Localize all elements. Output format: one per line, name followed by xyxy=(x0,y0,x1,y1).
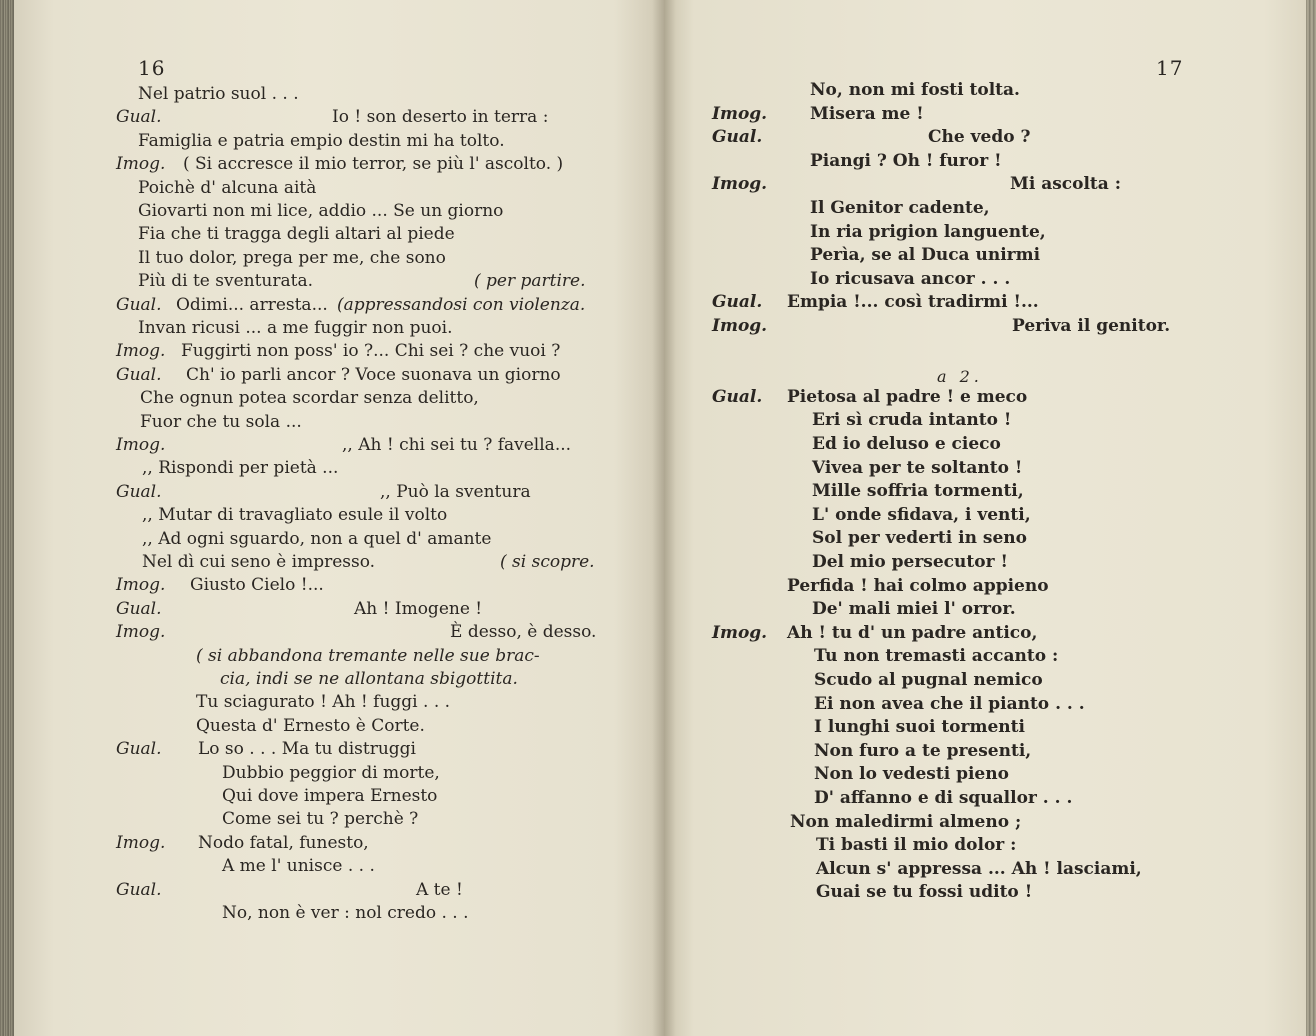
page-number-left: 16 xyxy=(138,56,166,80)
verse-line: Misera me ! xyxy=(810,103,924,124)
verse-line: Il Genitor cadente, xyxy=(810,198,990,218)
speaker-label: Imog. xyxy=(116,154,166,175)
speaker-label: Gual. xyxy=(116,294,162,315)
verse-line: Periva il genitor. xyxy=(1012,316,1171,336)
verse-line: No, non mi fosti tolta. xyxy=(810,80,1020,100)
verse-line: Empia !... così tradirmi !... xyxy=(787,292,1039,313)
verse-line: Invan ricusi ... a me fuggir non puoi. xyxy=(138,318,453,338)
verse-line: ,, Rispondi per pietà ... xyxy=(142,458,339,479)
verse-line: Guai se tu fossi udito ! xyxy=(816,882,1033,903)
verse-line: Alcun s' appressa ... Ah ! lasciami, xyxy=(816,858,1142,879)
verse-line: Famiglia e patria empio destin mi ha tolto. xyxy=(138,130,505,151)
speaker-label: Gual. xyxy=(116,481,162,502)
verse-line: Ed io deluso e cieco xyxy=(812,434,1001,454)
page-number-right: 17 xyxy=(1156,56,1184,80)
speaker-label: Gual. xyxy=(712,292,763,313)
verse-line: Il tuo dolor, prega per me, che sono xyxy=(138,247,446,268)
speaker-label: Imog. xyxy=(712,103,768,124)
speaker-label: Imog. xyxy=(712,316,768,336)
verse-line: Eri sì cruda intanto ! xyxy=(812,410,1012,431)
verse-line: Non lo vedesti pieno xyxy=(814,764,1009,785)
verse-line: Fia che ti tragga degli altari al piede xyxy=(138,224,455,245)
verse-line: Che ognun potea scordar senza delitto, xyxy=(140,388,479,409)
verse-line: Ah ! Imogene ! xyxy=(354,598,483,619)
verse-line: Non maledirmi almeno ; xyxy=(790,811,1022,832)
verse-line: Questa d' Ernesto è Corte. xyxy=(196,715,425,736)
verse-line: A me l' unisce . . . xyxy=(222,856,375,877)
verse-line: ( Si accresce il mio terror, se più l' ascolto. ) xyxy=(183,154,564,175)
verse-line: Perfida ! hai colmo appieno xyxy=(787,575,1049,596)
verse-line: Ei non avea che il pianto . . . xyxy=(814,693,1085,714)
verse-line: Nodo fatal, funesto, xyxy=(198,832,369,853)
verse-line: Giovarti non mi lice, addio ... Se un giorno xyxy=(138,201,504,221)
verse-line: Nel patrio suol . . . xyxy=(138,84,299,104)
verse-line: Perìa, se al Duca unirmi xyxy=(810,245,1041,266)
verse-line: L' onde sfidava, i venti, xyxy=(812,504,1031,525)
verse-line: I lunghi suoi tormenti xyxy=(814,717,1025,738)
speaker-label: Gual. xyxy=(116,879,162,900)
verse-line: Ch' io parli ancor ? Voce suonava un giorno xyxy=(186,364,561,385)
verse-line: D' affanno e di squallor . . . xyxy=(814,788,1073,808)
stage-direction: cia, indi se ne allontana sbigottita. xyxy=(220,669,518,689)
speaker-label: Gual. xyxy=(712,127,763,148)
verse-line: Odimi... arresta... xyxy=(176,294,328,315)
verse-line: Sol per vederti in seno xyxy=(812,528,1027,549)
verse-line: Più di te sventurata. xyxy=(138,271,313,292)
verse-line: Poichè d' alcuna aità xyxy=(138,177,317,198)
verse-line: Vivea per te soltanto ! xyxy=(812,457,1023,478)
stage-direction: ( si scopre. xyxy=(500,552,595,572)
speaker-label: Gual. xyxy=(116,739,162,760)
verse-line: Mille soffria tormenti, xyxy=(812,481,1024,502)
speaker-label: Gual. xyxy=(712,386,763,407)
verse-line: Ti basti il mio dolor : xyxy=(816,835,1017,856)
section-mark: a 2. xyxy=(937,367,983,386)
verse-line: ,, Ad ogni sguardo, non a quel d' amante xyxy=(142,528,492,549)
speaker-label: Gual. xyxy=(116,107,162,128)
speaker-label: Imog. xyxy=(116,832,166,853)
stage-direction: ( per partire. xyxy=(474,271,586,292)
verse-line: Giusto Cielo !... xyxy=(190,575,324,596)
verse-line: ,, Può la sventura xyxy=(380,481,531,502)
verse-line: Lo so . . . Ma tu distruggi xyxy=(198,739,416,760)
verse-line: Che vedo ? xyxy=(928,127,1031,148)
verse-line: Tu non tremasti accanto : xyxy=(814,646,1059,667)
verse-line: A te ! xyxy=(416,879,463,900)
verse-line: Fuggirti non poss' io ?... Chi sei ? che vuoi ? xyxy=(181,341,561,362)
speaker-label: Imog. xyxy=(116,435,166,455)
book-edge-left xyxy=(0,0,14,1036)
verse-line: Piangi ? Oh ! furor ! xyxy=(810,150,1002,171)
verse-line: Tu sciagurato ! Ah ! fuggi . . . xyxy=(196,692,451,713)
verse-line: ,, Ah ! chi sei tu ? favella... xyxy=(342,435,572,455)
verse-line: È desso, è desso. xyxy=(450,622,597,643)
verse-line: Pietosa al padre ! e meco xyxy=(787,386,1028,407)
verse-line: Io ! son deserto in terra : xyxy=(332,107,549,128)
verse-line: Non furo a te presenti, xyxy=(814,740,1032,761)
verse-line: Io ricusava ancor . . . xyxy=(810,268,1011,289)
speaker-label: Gual. xyxy=(116,364,162,385)
speaker-label: Imog. xyxy=(712,622,768,643)
verse-line: Qui dove impera Ernesto xyxy=(222,786,438,806)
verse-line: Del mio persecutor ! xyxy=(812,552,1008,572)
speaker-label: Imog. xyxy=(116,341,166,362)
verse-line: No, non è ver : nol credo . . . xyxy=(222,903,469,923)
verse-line: Scudo al pugnal nemico xyxy=(814,670,1043,690)
verse-line: Come sei tu ? perchè ? xyxy=(222,809,419,830)
speaker-label: Imog. xyxy=(116,622,166,643)
speaker-label: Imog. xyxy=(712,174,768,195)
verse-line: De' mali miei l' orror. xyxy=(812,599,1016,620)
speaker-label: Gual. xyxy=(116,598,162,619)
book-gutter xyxy=(652,0,676,1036)
stage-direction: ( si abbandona tremante nelle sue brac- xyxy=(196,645,540,666)
book-edge-right xyxy=(1306,0,1316,1036)
stage-direction: (appressandosi con violenza. xyxy=(337,294,586,315)
verse-line: Mi ascolta : xyxy=(1010,174,1121,195)
verse-line: Nel dì cui seno è impresso. xyxy=(142,552,376,572)
verse-line: Ah ! tu d' un padre antico, xyxy=(787,622,1038,643)
verse-line: Dubbio peggior di morte, xyxy=(222,762,440,783)
verse-line: ,, Mutar di travagliato esule il volto xyxy=(142,505,448,526)
verse-line: In ria prigion languente, xyxy=(810,221,1046,242)
verse-line: Fuor che tu sola ... xyxy=(140,411,302,432)
speaker-label: Imog. xyxy=(116,575,166,596)
